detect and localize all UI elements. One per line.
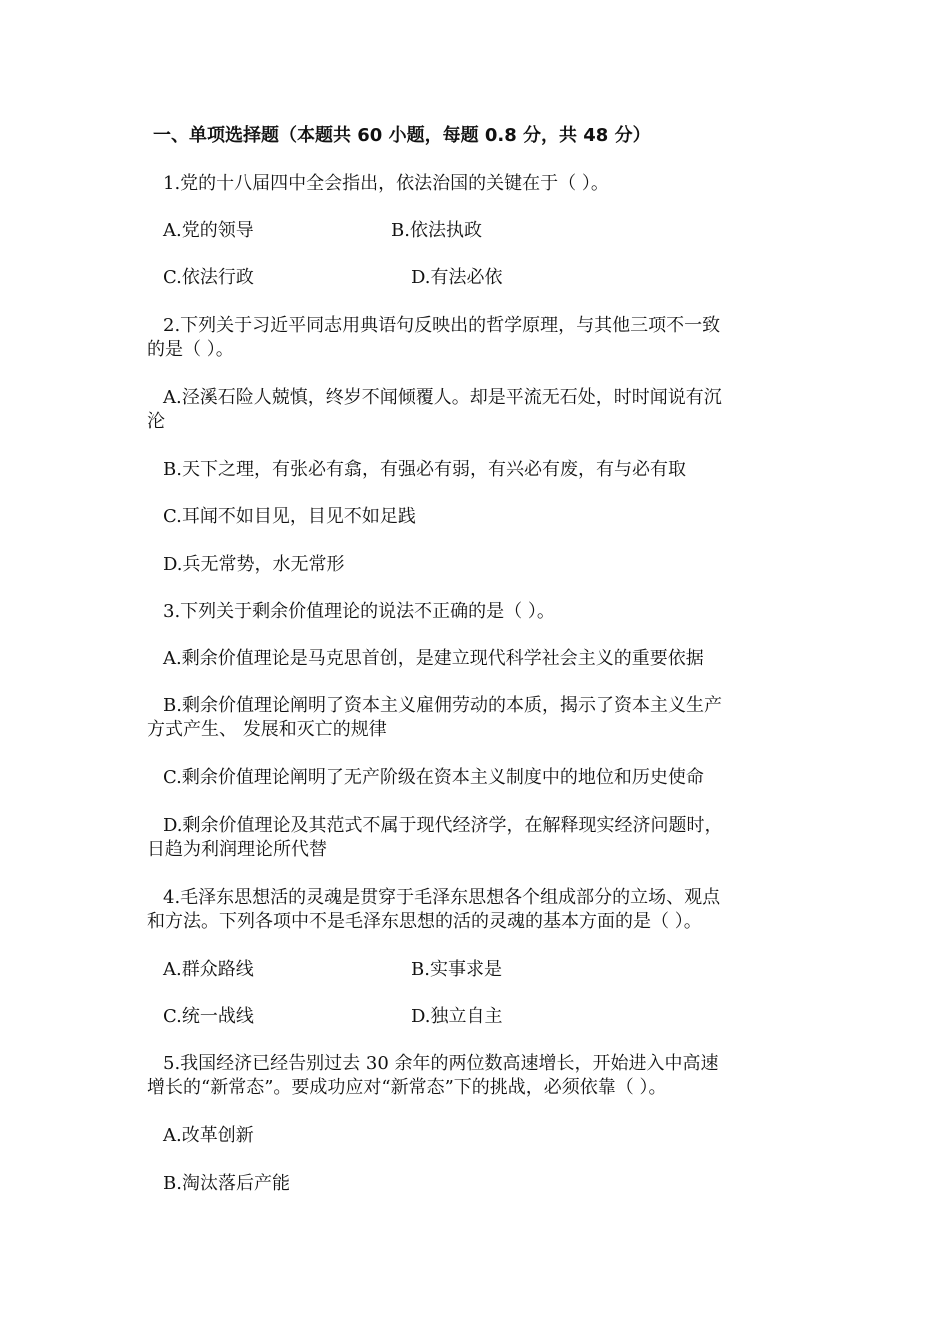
question-4-option-c: C.统一战线 <box>163 1006 254 1027</box>
question-3-option-b-line-1: B.剩余价值理论阐明了资本主义雇佣劳动的本质，揭示了资本主义生产 <box>163 695 722 716</box>
question-5-option-b: B.淘汰落后产能 <box>163 1173 290 1194</box>
question-1-stem: 1.党的十八届四中全会指出，依法治国的关键在于（ ）。 <box>163 173 609 194</box>
question-3-option-d-line-2: 日趋为利润理论所代替 <box>147 839 327 860</box>
question-1-option-c: C.依法行政 <box>163 267 254 288</box>
question-5-option-a: A.改革创新 <box>163 1125 254 1146</box>
question-1-option-d: D.有法必依 <box>411 267 503 288</box>
question-4-option-d: D.独立自主 <box>411 1006 503 1027</box>
question-5-stem-line-1: 5.我国经济已经告别过去 30 余年的两位数高速增长，开始进入中高速 <box>163 1053 719 1074</box>
question-4-option-b: B.实事求是 <box>411 959 502 980</box>
section-title: 一、单项选择题（本题共 60 小题，每题 0.8 分，共 48 分） <box>153 125 651 146</box>
question-5-stem-line-2: 增长的“新常态”。要成功应对“新常态”下的挑战，必须依靠（ ）。 <box>147 1077 667 1098</box>
question-3-stem: 3.下列关于剩余价值理论的说法不正确的是（ ）。 <box>163 601 555 622</box>
question-2-option-a-line-2: 沦 <box>147 411 165 432</box>
question-2-option-d: D.兵无常势，水无常形 <box>163 554 345 575</box>
question-1-option-a: A.党的领导 <box>163 220 254 241</box>
question-2-option-b: B.天下之理，有张必有翕，有强必有弱，有兴必有废，有与必有取 <box>163 459 686 480</box>
question-3-option-d-line-1: D.剩余价值理论及其范式不属于现代经济学，在解释现实经济问题时， <box>163 815 723 836</box>
question-3-option-b-line-2: 方式产生、 发展和灭亡的规律 <box>147 719 387 740</box>
question-4-stem-line-2: 和方法。下列各项中不是毛泽东思想的活的灵魂的基本方面的是（ ）。 <box>147 911 702 932</box>
question-3-option-c: C.剩余价值理论阐明了无产阶级在资本主义制度中的地位和历史使命 <box>163 767 704 788</box>
question-2-stem-line-1: 2.下列关于习近平同志用典语句反映出的哲学原理，与其他三项不一致 <box>163 315 721 336</box>
question-3-option-a: A.剩余价值理论是马克思首创，是建立现代科学社会主义的重要依据 <box>163 648 704 669</box>
question-2-option-a-line-1: A.泾溪石险人兢慎，终岁不闻倾覆人。却是平流无石处，时时闻说有沉 <box>163 387 722 408</box>
question-2-option-c: C.耳闻不如目见，目见不如足践 <box>163 506 416 527</box>
question-1-option-b: B.依法执政 <box>391 220 482 241</box>
question-4-stem-line-1: 4.毛泽东思想活的灵魂是贯穿于毛泽东思想各个组成部分的立场、观点 <box>163 887 721 908</box>
question-2-stem-line-2: 的是（ ）。 <box>147 339 234 360</box>
question-4-option-a: A.群众路线 <box>163 959 254 980</box>
